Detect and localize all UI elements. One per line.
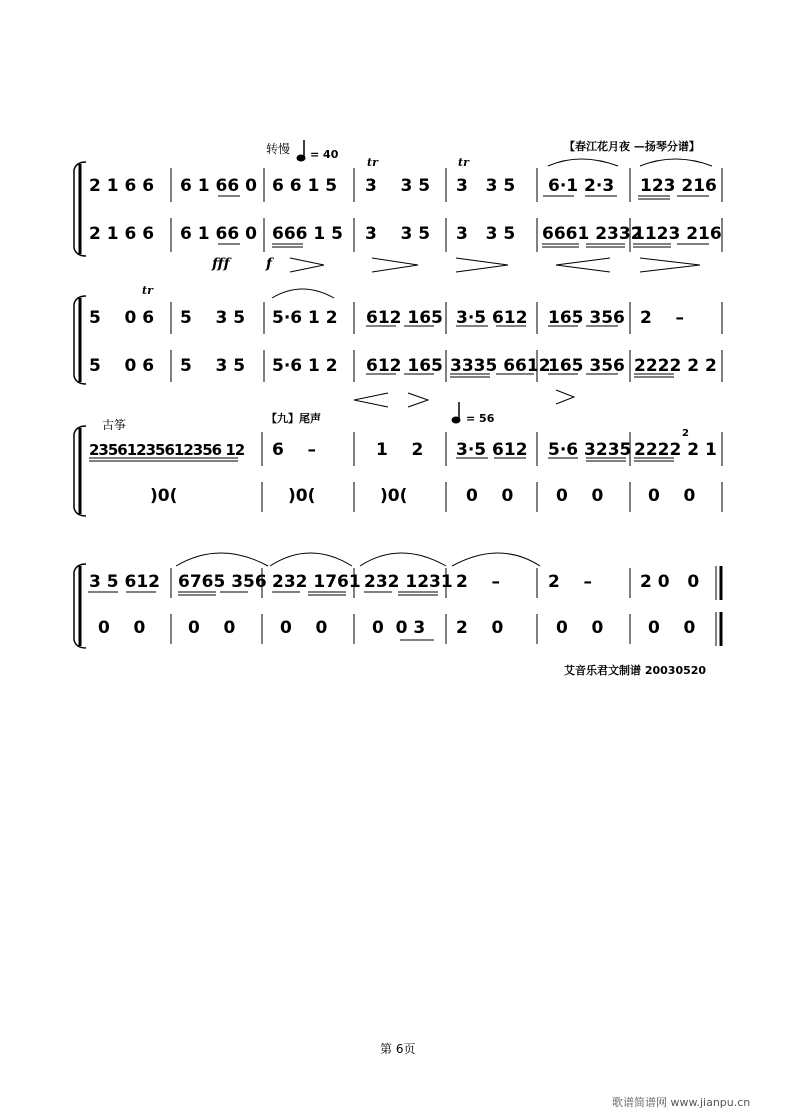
dynamic-f: f <box>266 256 273 272</box>
measure-10-bottom: 5·6 1 2 <box>272 356 338 376</box>
measure-26-top: 2 – <box>548 572 593 592</box>
measure-5-top: 3 3 5 <box>456 176 516 196</box>
measure-17-bottom: )0( <box>380 486 408 506</box>
measure-13-top: 165 356 <box>548 308 625 328</box>
measure-23-top: 232 1761 <box>272 572 361 592</box>
measure-10-top: 5·6 1 2 <box>272 308 338 328</box>
measure-12-top: 3·5 612 <box>456 308 528 328</box>
measure-14-bottom: 2222 2 2 <box>634 356 717 376</box>
watermark: 歌谱简谱网 www.jianpu.cn <box>612 1096 751 1109</box>
measure-26-bottom: 0 0 <box>556 618 604 638</box>
measure-9-bottom: 5 3 5 <box>180 356 246 376</box>
section-label: 【九】尾声 <box>266 412 321 425</box>
measure-11-top: 612 165 <box>366 308 443 328</box>
measure-3-bottom: 666 1 5 <box>272 224 343 244</box>
measure-18-bottom: 0 0 <box>466 486 514 506</box>
measure-24-top: 232 1231 <box>364 572 453 592</box>
score-title: 【春江花月夜 —扬琴分谱】 <box>564 140 700 153</box>
measure-6-top: 6·1 2·3 <box>548 176 615 196</box>
page-number: 第 6页 <box>380 1042 416 1056</box>
instrument-label: 古筝 <box>102 418 127 432</box>
measure-13-bottom: 165 356 <box>548 356 625 376</box>
tempo-marking-1: = 40 <box>310 148 339 161</box>
measure-2-bottom: 6 1 66 0 <box>180 224 257 244</box>
measure-2-top: 6 1 66 0 <box>180 176 257 196</box>
trill-mark: tr <box>458 156 469 169</box>
measure-22-top: 6765 356 <box>178 572 267 592</box>
trill-mark: tr <box>142 284 153 297</box>
measure-22-bottom: 0 0 <box>188 618 236 638</box>
grace-note: 2 <box>682 428 689 439</box>
measure-12-bottom: 3335 6612 <box>450 356 551 376</box>
measure-24-bottom: 0 0 3 <box>372 618 426 638</box>
measure-16-bottom: )0( <box>288 486 316 506</box>
measure-25-bottom: 2 0 <box>456 618 504 638</box>
measure-8-top: 5 0 6 <box>89 308 155 328</box>
measure-19-top: 5·6 3235 <box>548 440 632 460</box>
credit-line: 艾音乐君文制谱 20030520 <box>564 664 707 677</box>
measure-27-bottom: 0 0 <box>648 618 696 638</box>
measure-14-top: 2 – <box>640 308 685 328</box>
measure-21-bottom: 0 0 <box>98 618 146 638</box>
tempo-change-label: 转慢 <box>266 142 291 156</box>
measure-18-top: 3·5 612 <box>456 440 528 460</box>
measure-11-bottom: 612 165 <box>366 356 443 376</box>
trill-mark: tr <box>367 156 378 169</box>
measure-20-bottom: 0 0 <box>648 486 696 506</box>
measure-1-bottom: 2 1 6 6 <box>89 224 155 244</box>
measure-23-bottom: 0 0 <box>280 618 328 638</box>
measure-3-top: 6 6 1 5 <box>272 176 338 196</box>
measure-7-top: 123 216 <box>640 176 717 196</box>
measure-4-top: 3 3 5 <box>365 176 431 196</box>
measure-4-bottom: 3 3 5 <box>365 224 431 244</box>
measure-9-top: 5 3 5 <box>180 308 246 328</box>
measure-6-bottom: 6661 2332 <box>542 224 643 244</box>
measure-15-bottom: )0( <box>150 486 178 506</box>
measure-25-top: 2 – <box>456 572 501 592</box>
measure-1-top: 2 1 6 6 <box>89 176 155 196</box>
measure-8-bottom: 5 0 6 <box>89 356 155 376</box>
measure-17-top: 1 2 <box>376 440 424 460</box>
measure-5-bottom: 3 3 5 <box>456 224 516 244</box>
measure-16-top: 6 – <box>272 440 317 460</box>
measure-15-top: 23561235612356 12 <box>89 441 245 459</box>
measure-19-bottom: 0 0 <box>556 486 604 506</box>
measure-20-top: 2222 2 1 <box>634 440 717 460</box>
measure-21-top: 3 5 612 <box>89 572 160 592</box>
dynamic-fff: fff <box>212 256 230 272</box>
tempo-marking-2: = 56 <box>466 412 495 425</box>
measure-27-top: 2 0 0 <box>640 572 700 592</box>
measure-7-bottom: 1123 216 <box>633 224 722 244</box>
